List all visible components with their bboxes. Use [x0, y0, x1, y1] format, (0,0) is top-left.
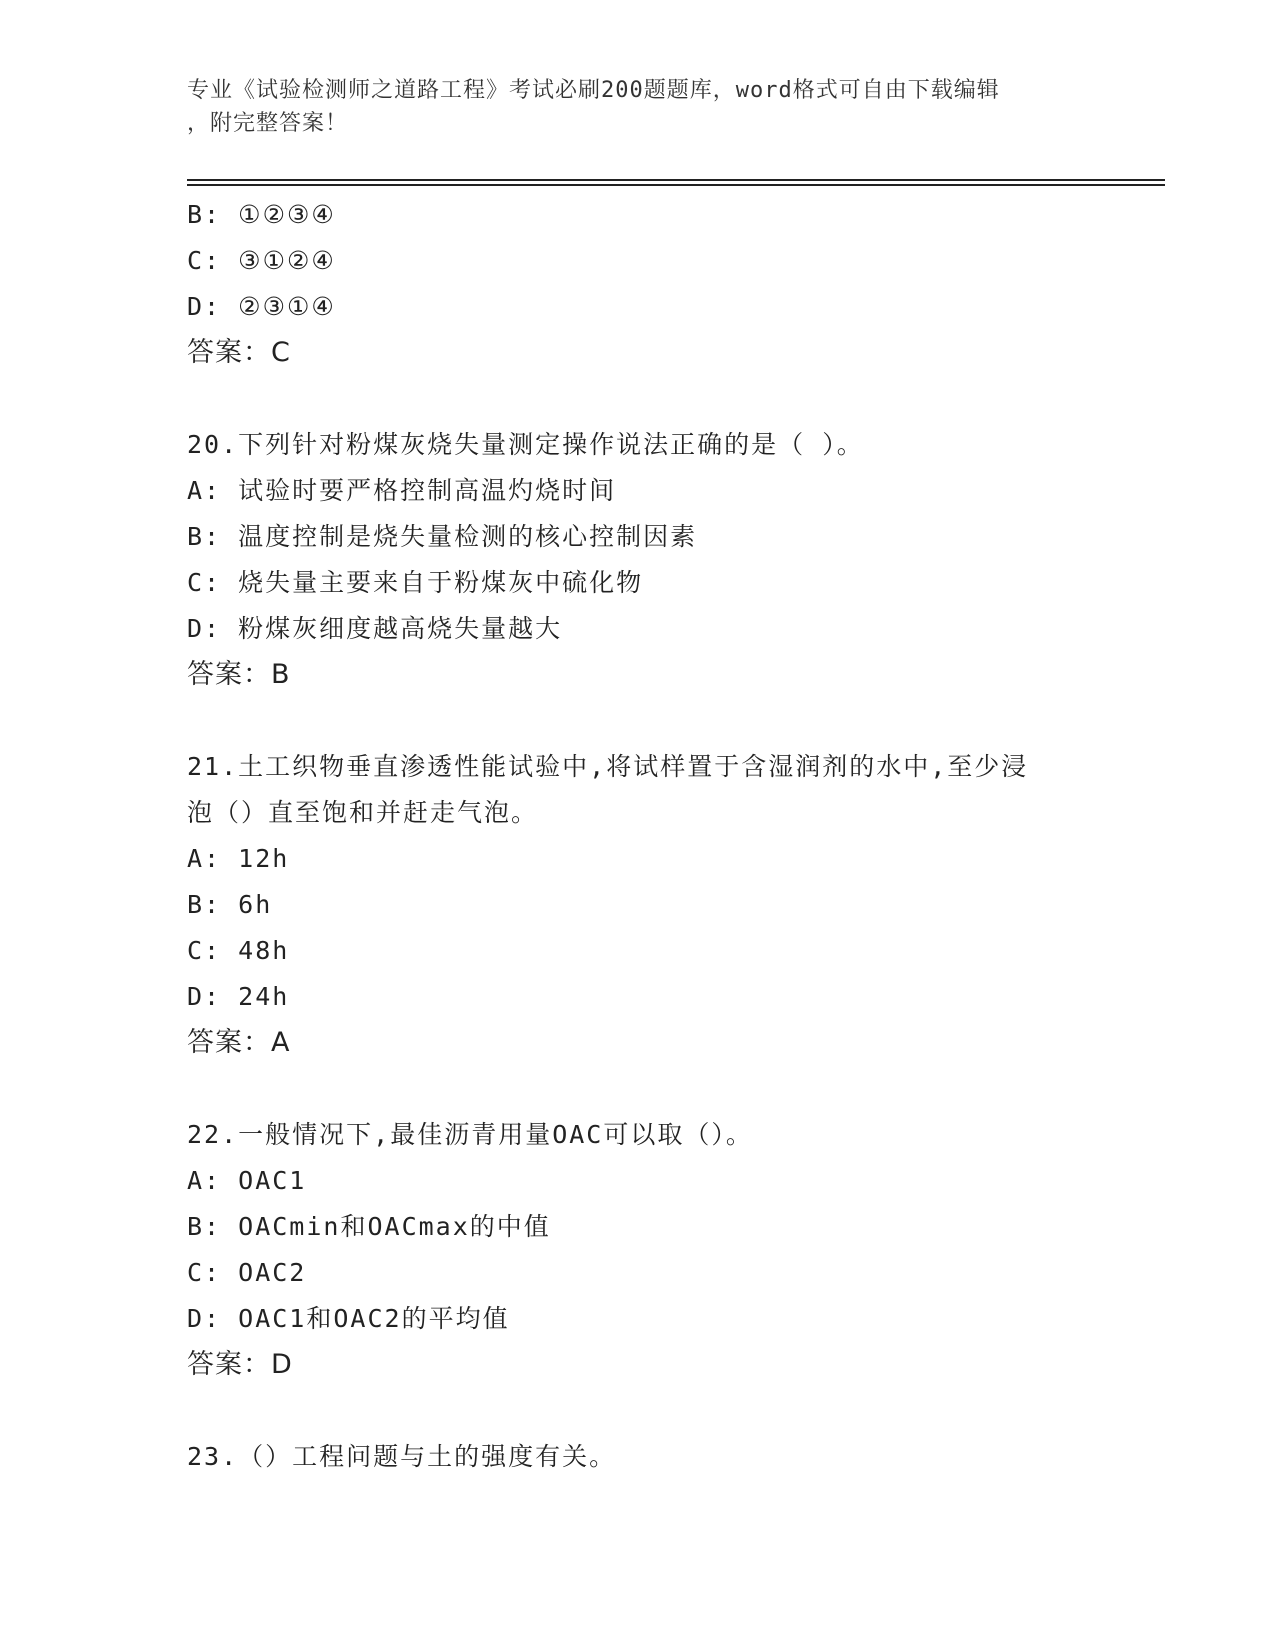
- option-a: A: 试验时要严格控制高温灼烧时间: [187, 476, 617, 505]
- question-22: [187, 1112, 1087, 1388]
- spacer: [187, 376, 1087, 422]
- option-c: C: 烧失量主要来自于粉煤灰中硫化物: [187, 568, 644, 597]
- answer-line: 答案：C: [187, 337, 291, 368]
- header-divider-top: [187, 179, 1165, 181]
- question-21: [187, 744, 1087, 1066]
- question-stem: 23.（）工程问题与土的强度有关。: [187, 1442, 617, 1471]
- option-a: A: 12h: [187, 844, 290, 873]
- option-b: B: OACmin和OACmax的中值: [187, 1212, 551, 1241]
- question-20: [187, 422, 1087, 698]
- header-line-2: ，附完整答案！: [187, 111, 349, 136]
- option-d: D: 24h: [187, 982, 290, 1011]
- spacer: [187, 1388, 1087, 1434]
- answer-line: 答案：D: [187, 1349, 293, 1380]
- question-stem: 20.下列针对粉煤灰烧失量测定操作说法正确的是（ ）。: [187, 430, 864, 459]
- question-stem-line-2: 泡（）直至饱和并赶走气泡。: [187, 798, 539, 827]
- option-d: D: ②③①④: [187, 292, 336, 321]
- question-stem: 22.一般情况下,最佳沥青用量OAC可以取（）。: [187, 1120, 753, 1149]
- option-b: B: ①②③④: [187, 200, 336, 229]
- question-19-continued: [187, 192, 1087, 376]
- option-b: B: 6h: [187, 890, 273, 919]
- answer-line: 答案：A: [187, 1027, 291, 1058]
- option-d: D: 粉煤灰细度越高烧失量越大: [187, 614, 563, 643]
- option-d: D: OAC1和OAC2的平均值: [187, 1304, 510, 1333]
- option-c: C: OAC2: [187, 1258, 307, 1287]
- question-stem-line-1: 21.土工织物垂直渗透性能试验中,将试样置于含湿润剂的水中,至少浸: [187, 752, 1029, 781]
- question-23: [187, 1434, 1087, 1480]
- header-line-1: 专业《试验检测师之道路工程》考试必刷200题题库，word格式可自由下载编辑: [187, 78, 1000, 103]
- option-c: C: 48h: [187, 936, 290, 965]
- document-header: [187, 74, 1067, 140]
- option-c: C: ③①②④: [187, 246, 336, 275]
- spacer: [187, 1066, 1087, 1112]
- option-a: A: OAC1: [187, 1166, 307, 1195]
- spacer: [187, 698, 1087, 744]
- option-b: B: 温度控制是烧失量检测的核心控制因素: [187, 522, 698, 551]
- header-divider-bottom: [187, 184, 1165, 186]
- question-list: [187, 192, 1087, 1480]
- answer-line: 答案：B: [187, 659, 291, 690]
